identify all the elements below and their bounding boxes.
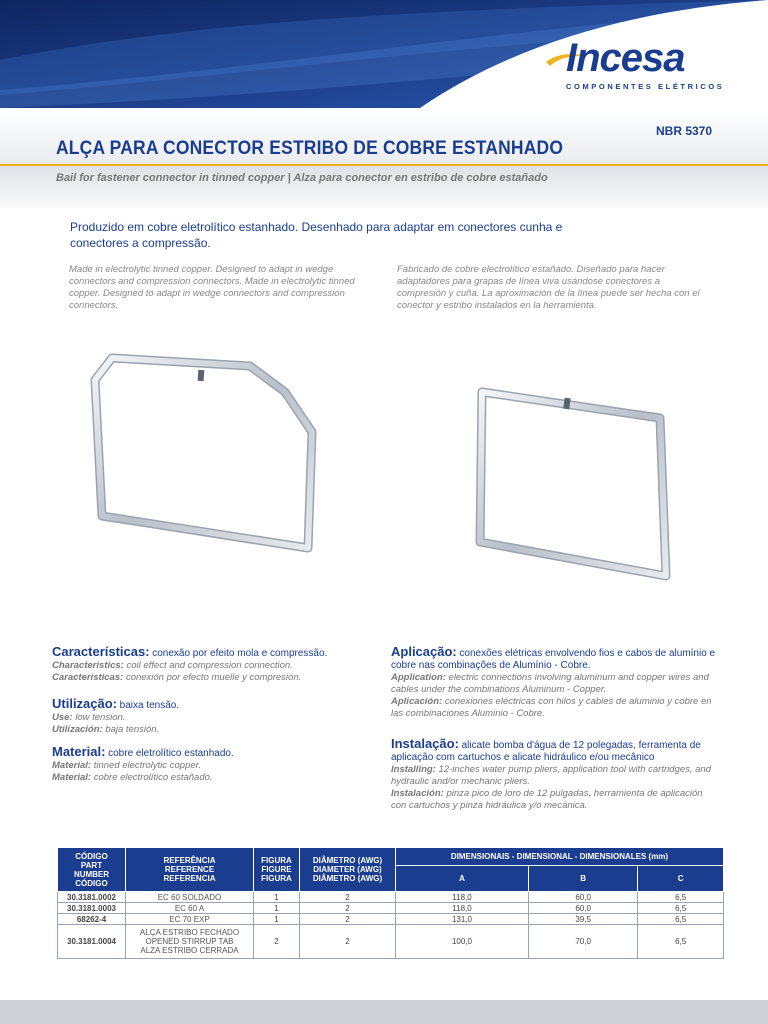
section-caracteristicas [52,646,382,684]
instalacao-lead: alicate bomba d'água de 12 polegadas, ferramenta de aplicação com cartuchos e alicate hidráulico e/ou mecânico [391,740,701,763]
cell-code: 68262-4 [58,914,126,925]
incesa-logo [546,30,726,100]
cell-code: 30.3181.0002 [58,892,126,903]
utilizacao-es: baja tensión. [105,724,160,735]
cell-dim-b: 60,0 [528,903,637,914]
header-banner [0,0,768,108]
logo-tagline: COMPONENTES ELÉTRICOS [566,82,725,91]
instalacao-en: 12-inches water pump pliers, application tool with cartridges, and hydraulic and/or mechanic pliers. [391,764,711,787]
col-header-reference: REFERÊNCIA REFERENCE REFERENCIA [126,848,254,892]
cell-reference: EC 70 EXP [126,914,254,925]
logo-wordmark: Incesa [566,36,685,80]
cell-figure: 1 [254,914,300,925]
cell-dim-c: 6,5 [638,914,724,925]
section-instalacao [391,738,719,812]
aplicacao-en: electric connections involving aluminum and copper wires and cables under the combinations Aluminum - Copper. [391,672,709,695]
cell-dim-a: 100,0 [396,925,529,959]
utilizacao-lead: baixa tensão. [119,700,180,711]
caracteristicas-en-label: Characteristics: [52,660,124,671]
product-image-figure-1 [80,340,330,570]
col-header-code: CÓDIGO PART NUMBER CÓDIGO [58,848,126,892]
material-lead: cobre eletrolítico estanhado. [108,748,234,759]
cell-code: 30.3181.0003 [58,903,126,914]
cell-dim-b: 60,0 [528,892,637,903]
caracteristicas-es-label: Características: [52,672,124,683]
instalacao-heading: Instalação: [391,736,459,751]
cell-dim-a: 118,0 [396,903,529,914]
product-image-figure-2 [460,380,690,590]
aplicacao-lead: conexões elétricas envolvendo fios e cabos de alumínio e cobre nas combinações de Alumínio - Cobre. [391,648,716,671]
table-row [58,892,724,903]
caracteristicas-es: conexión por efecto muelle y compresión. [125,672,302,683]
col-header-diameter: DIÂMETRO (AWG) DIAMETER (AWG) DIÂMETRO (AWG) [300,848,396,892]
cell-figure: 1 [254,892,300,903]
instalacao-es: pinza pico de loro de 12 pulgadas, herramienta de aplicación con cartuchos y pinza hidráulica y/o mecánica. [391,788,703,811]
cell-dim-a: 131,0 [396,914,529,925]
table-row [58,925,724,959]
cell-awg: 2 [300,925,396,959]
aplicacao-es: conexiones eléctricas con hilos y cables de aluminio y cobre en las combinaciones Aluminio - Cobre. [391,696,712,719]
col-header-c: C [638,866,724,892]
intro-text: Produzido em cobre eletrolítico estanhado. Desenhado para adaptar em conectores cunha e conectores a compressão. [70,220,563,250]
table-row [58,914,724,925]
utilizacao-en: low tension. [75,712,126,723]
cell-figure: 2 [254,925,300,959]
caracteristicas-lead: conexão por efeito mola e compressão. [152,648,328,659]
cell-figure: 1 [254,903,300,914]
instalacao-en-label: Installing: [391,764,436,775]
standard-label: NBR 5370 [656,124,713,138]
material-es: cobre electrolítico estañado. [93,772,213,783]
cell-dim-b: 70,0 [528,925,637,959]
page-title: ALÇA PARA CONECTOR ESTRIBO DE COBRE ESTANHADO [56,138,564,159]
table-row [58,903,724,914]
table-header-row [58,848,724,866]
section-material [52,746,382,784]
section-aplicacao [391,646,719,720]
cell-dim-c: 6,5 [638,925,724,959]
cell-reference: EC 60 A [126,903,254,914]
col-header-b: B [528,866,637,892]
caracteristicas-en: coil effect and compression connection. [126,660,293,671]
aplicacao-es-label: Aplicación: [391,696,443,707]
specifications-table [57,847,724,959]
instalacao-es-label: Instalación: [391,788,444,799]
cell-dim-c: 6,5 [638,903,724,914]
cell-reference: ALÇA ESTRIBO FECHADO OPENED STIRRUP TAB ALZA ESTRIBO CERRADA [126,925,254,959]
material-es-label: Material: [52,772,92,783]
description-english: Made in electrolytic tinned copper. Designed to adapt in wedge connectors and compression connectors. Made in electrolytic tinned copper. Designed to adapt in wedge connectors and compression connectors. [69,264,355,311]
cell-reference: EC 60 SOLDADO [126,892,254,903]
aplicacao-heading: Aplicação: [391,644,457,659]
section-utilizacao [52,698,382,736]
utilizacao-es-label: Utilización: [52,724,103,735]
cell-code: 30.3181.0004 [58,925,126,959]
cell-dim-c: 6,5 [638,892,724,903]
cell-awg: 2 [300,903,396,914]
cell-awg: 2 [300,892,396,903]
col-header-a: A [396,866,529,892]
aplicacao-en-label: Application: [391,672,446,683]
material-heading: Material: [52,744,106,759]
utilizacao-heading: Utilização: [52,696,118,711]
page-subtitle: Bail for fastener connector in tinned copper | Alza para conector en estribo de cobre estañado [56,172,548,184]
material-en: tinned electrolytic copper. [93,760,202,771]
cell-dim-b: 39,5 [528,914,637,925]
cell-dim-a: 118,0 [396,892,529,903]
cell-awg: 2 [300,914,396,925]
footer-band [0,1000,768,1024]
col-header-figure: FIGURA FIGURE FIGURA [254,848,300,892]
utilizacao-en-label: Use: [52,712,73,723]
description-spanish: Fabricado de cobre electrolítico estañado. Diseñado para hacer adaptadores para grapas de línea viva usándose conectores a compresión y cuña. La aproximación de la línea puede ser hecha con el conector y estribo instalados en la herramienta. [397,264,700,311]
caracteristicas-heading: Características: [52,644,150,659]
col-header-dimensional: DIMENSIONAIS - DIMENSIONAL - DIMENSIONALES (mm) [396,848,724,866]
material-en-label: Material: [52,760,92,771]
